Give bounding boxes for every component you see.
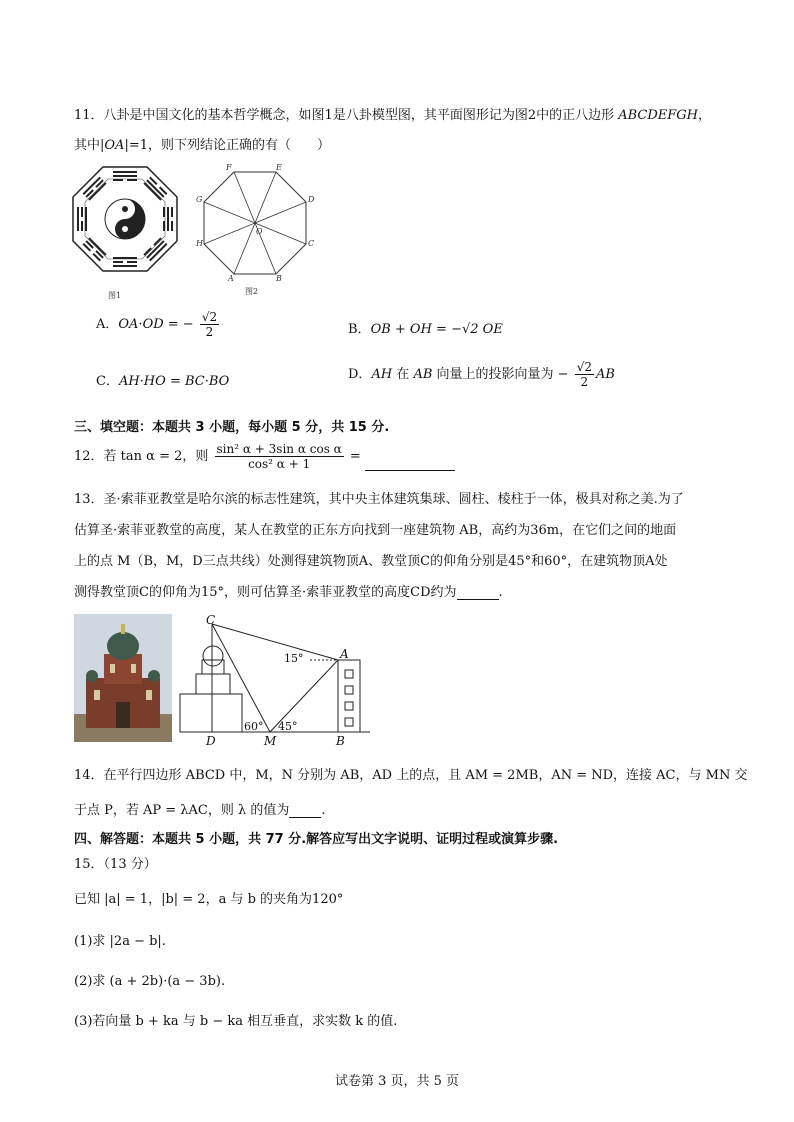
option-a: A．OA·OD = − $\frac{√2}{2}$: [96, 310, 218, 339]
q14-answer-blank: [289, 817, 321, 818]
octagon-figure: [196, 164, 314, 282]
vertex-b: B: [276, 274, 282, 282]
option-a-fraction: $\frac{√2}{2}$: [201, 310, 218, 339]
q14-line2: 于点 P，若 AP = λAC，则 λ 的值为 .: [74, 803, 326, 818]
q12: 12．若 tan α = 2，则 $\frac{\text{sin² α + 3sin α cos α}}{\text{cos² α + 1}}$ =: [74, 442, 455, 471]
cathedral-image: [74, 614, 172, 742]
q13-line4: 测得教堂顶C的仰角为15°，则可估算圣·索菲亚教堂的高度CD约为 .: [74, 585, 503, 600]
vertex-a: A: [228, 274, 234, 282]
bagua-diagram: [70, 164, 180, 274]
label-b: B: [336, 734, 345, 748]
vertex-o: O: [256, 227, 263, 236]
q13-geometry: [178, 612, 374, 748]
q14-line1: 14．在平行四边形 ABCD 中，M，N 分别为 AB，AD 上的点，且 AM = 2MB，AN = ND，连接 AC，与 MN 交: [74, 768, 748, 783]
octagon-diagram: [196, 164, 314, 282]
angle-60: 60°: [244, 720, 264, 733]
option-d: D．AH 在 AB 向量上的投影向量为 − $\frac{√2}{2}$ AB: [348, 360, 615, 389]
label-m: M: [264, 734, 277, 748]
label-d: D: [206, 734, 216, 748]
q15-part3: (3)若向量 b + ka 与 b − ka 相互垂直，求实数 k 的值.: [74, 1014, 398, 1029]
vertex-g: G: [196, 195, 203, 204]
vertex-e: E: [276, 164, 282, 172]
q15-title: 15．（13 分）: [74, 857, 157, 872]
label-c: C: [206, 613, 216, 627]
q15-part1: (1)求 |2a − b|.: [74, 934, 166, 949]
q13-line1: 13．圣·索菲亚教堂是哈尔滨的标志性建筑，其中央主体建筑集球、圆柱、棱柱于一体，极具对称之美.为了: [74, 492, 684, 507]
page-footer: 试卷第 3 页，共 5 页: [334, 1074, 460, 1089]
angle-45: 45°: [278, 720, 298, 733]
q11-stem-line2: 其中|OA|=1，则下列结论正确的有（ ）: [74, 138, 330, 153]
q13-diagram: [178, 612, 374, 748]
vertex-h: H: [196, 239, 203, 248]
vertex-c: C: [308, 239, 314, 248]
option-b: B．OB + OH = −√2 OE: [348, 322, 503, 337]
option-d-fraction: $\frac{√2}{2}$: [576, 360, 592, 389]
fig2-caption: 图2: [245, 287, 259, 296]
section3-heading: 三、填空题：本题共 3 小题，每小题 5 分，共 15 分.: [74, 420, 390, 435]
q15-part2: (2)求 (a + 2b)·(a − 3b).: [74, 974, 226, 989]
bagua-figure: [70, 164, 180, 274]
fig1-caption: 图1: [108, 291, 122, 300]
vertex-d: D: [308, 195, 314, 204]
label-a: A: [340, 647, 349, 661]
q11-polygon-name: ABCDEFGH: [618, 108, 699, 123]
angle-15: 15°: [284, 652, 304, 665]
q12-fraction: $\frac{\text{sin² α + 3sin α cos α}}{\text{cos² α + 1}}$: [216, 442, 342, 471]
cathedral-photo: [74, 614, 172, 742]
q13-line3: 上的点 M（B，M，D三点共线）处测得建筑物顶A、教堂顶C的仰角分别是45°和60°，在建筑物顶A处: [74, 554, 668, 569]
option-c: C．AH·HO = BC·BO: [96, 374, 230, 389]
section4-heading: 四、解答题：本题共 5 小题，共 77 分.解答应写出文字说明、证明过程或演算步骤.: [74, 832, 559, 847]
q15-given: 已知 |a| = 1，|b| = 2，a 与 b 的夹角为120°: [74, 892, 344, 907]
q11-stem-line1: 11．八卦是中国文化的基本哲学概念，如图1是八卦模型图，其平面图形记为图2中的正八边形 ABCDEFGH，: [74, 108, 712, 123]
q13-answer-blank: [457, 599, 499, 600]
q13-line2: 估算圣·索菲亚教堂的高度，某人在教堂的正东方向找到一座建筑物 AB，高约为36m，在它们之间的地面: [74, 523, 677, 538]
vertex-f: F: [226, 164, 232, 172]
q12-answer-blank: [365, 470, 455, 471]
